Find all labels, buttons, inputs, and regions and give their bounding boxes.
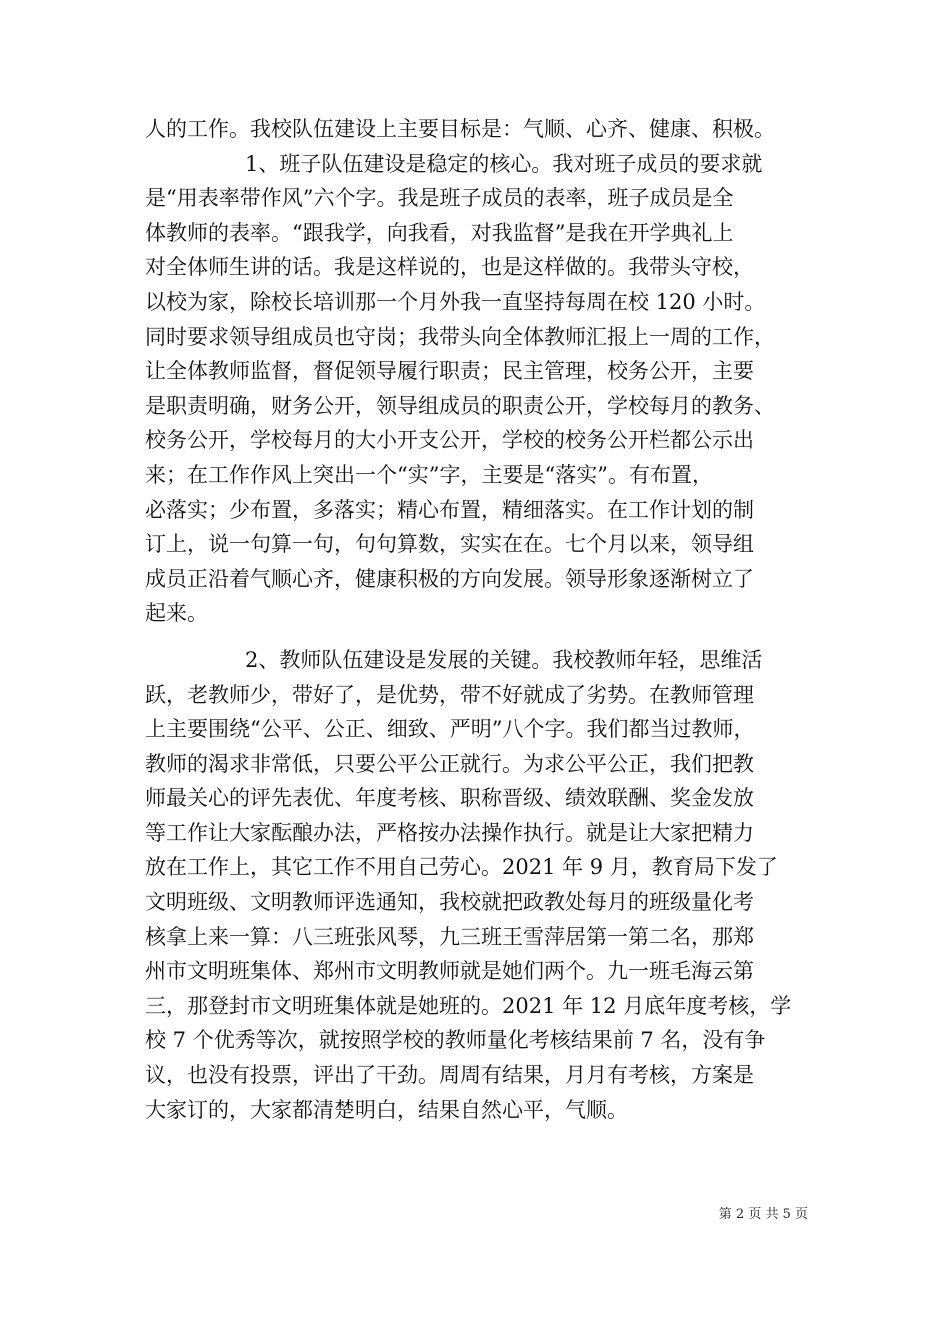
text-line: 校务公开，学校每月的大小开支公开，学校的校务公开栏都公示出 (145, 428, 754, 453)
text-line: 议，也没有投票，评出了干劲。周周有结果，月月有考核，方案是 (145, 1063, 754, 1088)
text-line: 跃，老教师少，带好了，是优势，带不好就成了劣势。在教师管理 (145, 682, 754, 707)
text-line: 起来。 (145, 601, 208, 626)
text-line: 放在工作上，其它工作不用自己劳心。2021 年 9 月，教育局下发了 (145, 855, 778, 880)
text-line: 师最关心的评先表优、年度考核、职称晋级、绩效联酬、奖金发放 (145, 786, 754, 811)
text-line: 等工作让大家酝酿办法，严格按办法操作执行。就是让大家把精力 (145, 820, 754, 845)
text-line: 核拿上来一算：八三班张风琴，九三班王雪萍居第一第二名，那郑 (145, 924, 754, 949)
text-line: 来；在工作作风上突出一个“实”字，主要是“落实”。有布置， (145, 462, 713, 487)
text-line: 州市文明班集体、郑州市文明教师就是她们两个。九一班毛海云第 (145, 959, 754, 984)
text-line: 教师的渴求非常低，只要公平公正就行。为求公平公正，我们把教 (145, 751, 754, 776)
text-line: 人的工作。我校队伍建设上主要目标是：气顺、心齐、健康、积极。 (145, 117, 775, 141)
page-number-footer: 第 2 页 共 5 页 (718, 1207, 808, 1222)
body-text (145, 112, 807, 1127)
text-line: 对全体师生讲的话。我是这样说的，也是这样做的。我带头守校， (145, 255, 754, 280)
paragraph-gap (145, 631, 807, 643)
text-line: 是“用表率带作风”六个字。我是班子成员的表率，班子成员是全 (145, 186, 734, 211)
section-2-heading-line: 2、教师队伍建设是发展的关键。我校教师年轻，思维活 (245, 647, 763, 672)
text-line: 订上，说一句算一句，句句算数，实实在在。七个月以来，领导组 (145, 532, 754, 557)
text-line: 是职责明确，财务公开，领导组成员的职责公开，学校每月的教务、 (145, 393, 775, 418)
text-line: 同时要求领导组成员也守岗；我带头向全体教师汇报上一周的工作， (145, 324, 775, 349)
text-line: 成员正沿着气顺心齐，健康积极的方向发展。领导形象逐渐树立了 (145, 566, 754, 591)
text-line: 校 7 个优秀等次，就按照学校的教师量化考核结果前 7 名，没有争 (145, 1028, 766, 1053)
text-line: 体教师的表率。“跟我学，向我看，对我监督”是我在开学典礼上 (145, 220, 734, 245)
text-line: 以校为家，除校长培训那一个月外我一直坚持每周在校 120 小时。 (145, 289, 766, 314)
text-line: 三，那登封市文明班集体就是她班的。2021 年 12 月底年度考核，学 (145, 993, 792, 1018)
text-line: 让全体教师监督，督促领导履行职责；民主管理，校务公开，主要 (145, 359, 754, 384)
text-line: 文明班级、文明教师评选通知，我校就把政教处每月的班级量化考 (145, 890, 754, 915)
text-line: 上主要围绕“公平、公正、细致、严明”八个字。我们都当过教师， (145, 717, 755, 742)
section-1-heading-line: 1、班子队伍建设是稳定的核心。我对班子成员的要求就 (245, 151, 763, 176)
text-line: 大家订的，大家都清楚明白，结果自然心平，气顺。 (145, 1097, 628, 1122)
text-line: 必落实；少布置，多落实；精心布置，精细落实。在工作计划的制 (145, 497, 754, 522)
